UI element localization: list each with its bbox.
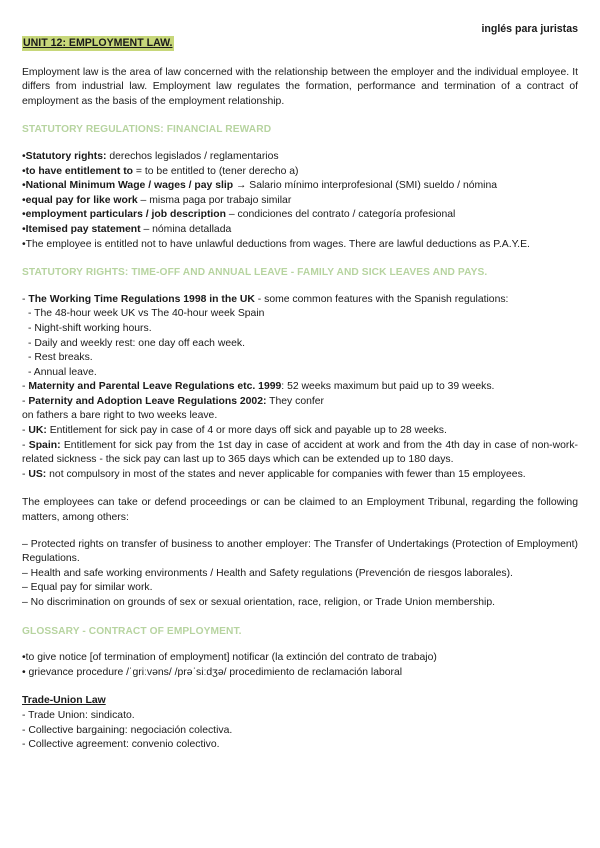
section-title-glossary: GLOSSARY - CONTRACT OF EMPLOYMENT.	[22, 625, 242, 637]
list-item: •to have entitlement to = to be entitled to (tener derecho a)	[22, 165, 299, 177]
tribunal-paragraph: The employees can take or defend proceedings or can be claimed to an Employment Tribunal, regarding the following matters, among others:	[22, 497, 578, 524]
sub-list-item: - Daily and weekly rest: one day off each week.	[28, 337, 245, 349]
list-item: •National Minimum Wage / wages / pay slip → Salario mínimo interprofesional (SMI) sueldo / nómina	[22, 180, 498, 192]
section-title-time-off: STATUTORY RIGHTS: TIME-OFF AND ANNUAL LEAVE - FAMILY AND SICK LEAVES AND PAYS.	[22, 267, 488, 279]
list-item: - Spain: Entitlement for sick pay from the 1st day in case of accident at work and from the 4th day in case of non-work-related sickness - the sick pay can last up to 365 days which can be extended up to 180 days.	[22, 439, 578, 466]
financial-reward-list	[22, 150, 578, 252]
list-item: - UK: Entitlement for sick pay in case of 4 or more days off sick and payable up to 28 weeks.	[22, 425, 447, 437]
list-item: •The employee is entitled not to have unlawful deductions from wages. There are lawful deductions as P.A.Y.E.	[22, 238, 530, 250]
list-item: •equal pay for like work – misma paga por trabajo similar	[22, 194, 292, 206]
list-item: - Collective bargaining: negociación colectiva.	[22, 724, 233, 736]
trade-union-title: Trade-Union Law	[22, 695, 106, 707]
list-item: - Collective agreement: convenio colectivo.	[22, 739, 220, 751]
sub-list-item: - Annual leave.	[28, 366, 97, 378]
list-item: •to give notice [of termination of employment] notificar (la extinción del contrato de trabajo)	[22, 652, 437, 664]
list-item: •employment particulars / job description – condiciones del contrato / categoría profesional	[22, 209, 456, 221]
list-item: - Paternity and Adoption Leave Regulations 2002: They confer	[22, 395, 325, 407]
list-item: - Trade Union: sindicato.	[22, 709, 135, 721]
list-item: •Itemised pay statement – nómina detallada	[22, 223, 232, 235]
trade-union-list	[22, 709, 578, 753]
sub-list-item: - The 48-hour week UK vs The 40-hour week Spain	[28, 308, 265, 320]
header-course-name: inglés para juristas	[481, 23, 578, 35]
list-item-continuation: on fathers a bare right to two weeks leave.	[22, 410, 218, 422]
list-item: - Maternity and Parental Leave Regulations etc. 1999: 52 weeks maximum but paid up to 39 weeks.	[22, 381, 495, 393]
unit-title: UNIT 12: EMPLOYMENT LAW.	[23, 37, 173, 49]
section-title-financial-reward: STATUTORY REGULATIONS: FINANCIAL REWARD	[22, 124, 272, 136]
intro-paragraph: Employment law is the area of law concerned with the relationship between the employer and the individual employee. It differs from industrial law. Employment law regulates the formation, performance and termination of a contract of employment as the basis of the employment relationship.	[22, 66, 578, 107]
sub-list-item: - Night-shift working hours.	[28, 322, 152, 334]
list-item: • grievance procedure /ˈgriːvəns/ /prəˈsiːdʒə/ procedimiento de reclamación laboral	[22, 666, 403, 678]
list-item: – Equal pay for similar work.	[22, 582, 153, 594]
sub-list-item: - Rest breaks.	[28, 352, 93, 364]
list-item: – Protected rights on transfer of business to another employer: The Transfer of Undertakings (Protection of Employment) Regulations.	[22, 538, 578, 565]
tribunal-list	[22, 538, 578, 611]
list-item: – No discrimination on grounds of sex or sexual orientation, race, religion, or Trade Union membership.	[22, 597, 496, 608]
list-item: - US: not compulsory in most of the states and never applicable for companies with fewer than 15 employees.	[22, 468, 526, 480]
document-page	[22, 20, 578, 753]
glossary-list	[22, 651, 578, 680]
list-item: - The Working Time Regulations 1998 in the UK - some common features with the Spanish regulations:	[22, 293, 509, 305]
time-off-block	[22, 293, 578, 483]
list-item: – Health and safe working environments / Health and Safety regulations (Prevención de riesgos laborales).	[22, 567, 513, 579]
list-item: •Statutory rights: derechos legislados / reglamentarios	[22, 150, 279, 162]
